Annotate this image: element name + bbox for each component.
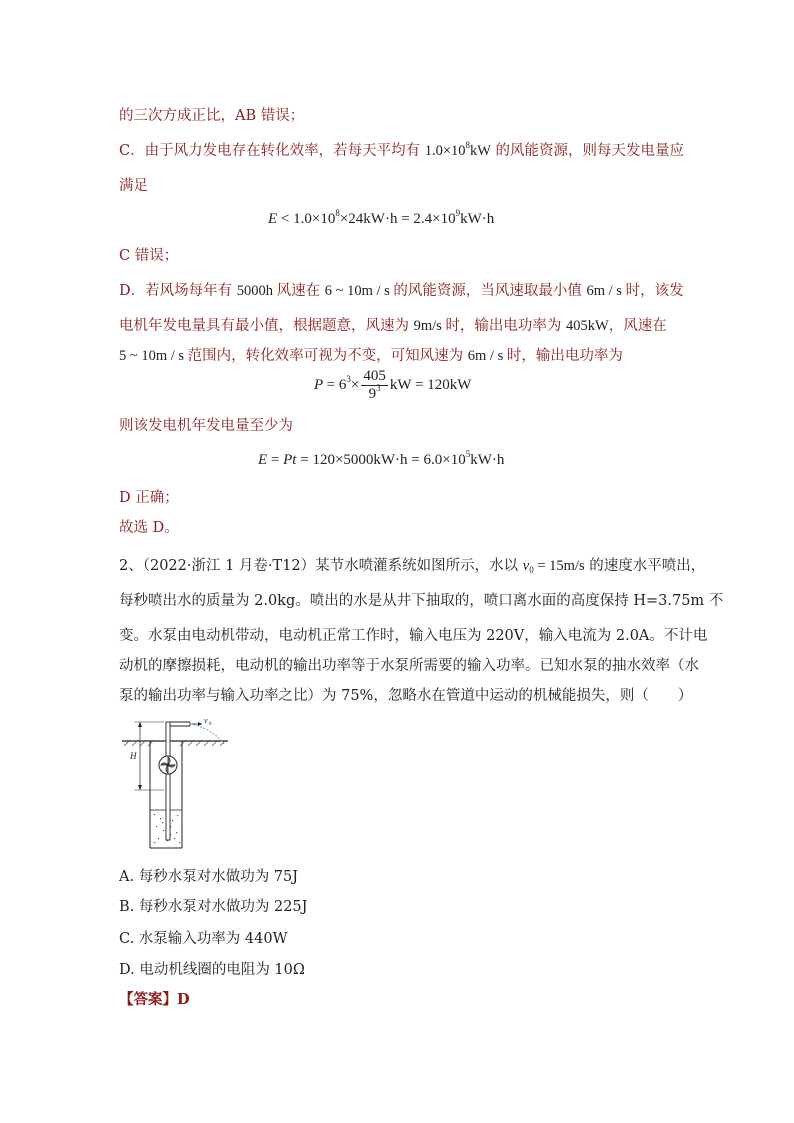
equation-c: $E < 1.0\times 10^8\times 24kW\cdot h = 2.4\times 10^9kW\cdot h$ [268, 208, 495, 227]
height-label: H [130, 751, 137, 761]
option-a[interactable]: A. 每秒水泵对水做功为 75J [119, 869, 299, 885]
math-energy-resource: $1.0\times 10^8kW$ [424, 140, 491, 159]
question-line2: 每秒喷出水的质量为 2.0kg。喷出的水是从井下抽取的，喷口离水面的高度保持 H=3.75m 不 [119, 593, 724, 609]
solution-c-wrong: C 错误； [119, 248, 179, 264]
v0-subscript: 0 [209, 722, 212, 727]
question-line3: 变。水泵由电动机带动，电动机正常工作时，输入电压为 220V，输入电流为 2.0A。不计电 [119, 628, 708, 644]
question-line4: 动机的摩擦损耗，电动机的输出功率等于水泵所需要的输入功率。已知水泵的抽水效率（水 [119, 658, 699, 674]
question-line5: 泵的输出功率与输入功率之比）为 75%，忽略水在管道中运动的机械能损失，则（ ） [119, 688, 693, 704]
solution-c-line2: 满足 [119, 178, 148, 194]
pump-system-figure [120, 714, 230, 850]
equation-annual-energy: $E = Pt = 120\times 5000kW\cdot h = 6.0\times 10^5kW\cdot h$ [258, 449, 505, 468]
solution-d-line3: 5 ~ 10m / s 范围内，转化效率可视为不变，可知风速为 6m / s 时，输出电功率为 [119, 348, 623, 364]
v0-label: v [204, 716, 208, 725]
question-line1: 2、（2022·浙江 1 月卷·T12）某节水喷灌系统如图所示，水以 $v_0 = 15m/s$ 的速度水平喷出， [119, 558, 706, 575]
equation-power: $P = 6^3\times$ $\frac{405}{9^3}$ kW = 120kW [314, 368, 472, 402]
solution-c-line1: C．由于风力发电存在转化效率，若每天平均有 $1.0\times 10^8kW$ 的风能资源，则每天发电量应 [119, 140, 685, 159]
answer: 【答案】D [119, 991, 190, 1008]
solution-line-ab: 的三次方成正比，AB 错误； [119, 108, 305, 124]
solution-conclusion: 故选 D。 [119, 520, 179, 536]
solution-d-right: D 正确； [119, 490, 179, 506]
option-d[interactable]: D. 电动机线圈的电阻为 10Ω [119, 962, 305, 978]
option-c[interactable]: C. 水泵输入功率为 440W [119, 931, 288, 947]
option-b[interactable]: B. 每秒水泵对水做功为 225J [119, 899, 308, 915]
solution-d-line2: 电机年发电量具有最小值，根据题意，风速为 9m/s 时，输出电功率为 405kW，风速在 [119, 318, 667, 334]
solution-d-line4: 则该发电机年发电量至少为 [119, 418, 293, 434]
solution-d-line1: D．若风场每年有 5000h 风速在 6 ~ 10m / s 的风能资源，当风速取最小值 6m / s 时，该发 [119, 283, 684, 299]
